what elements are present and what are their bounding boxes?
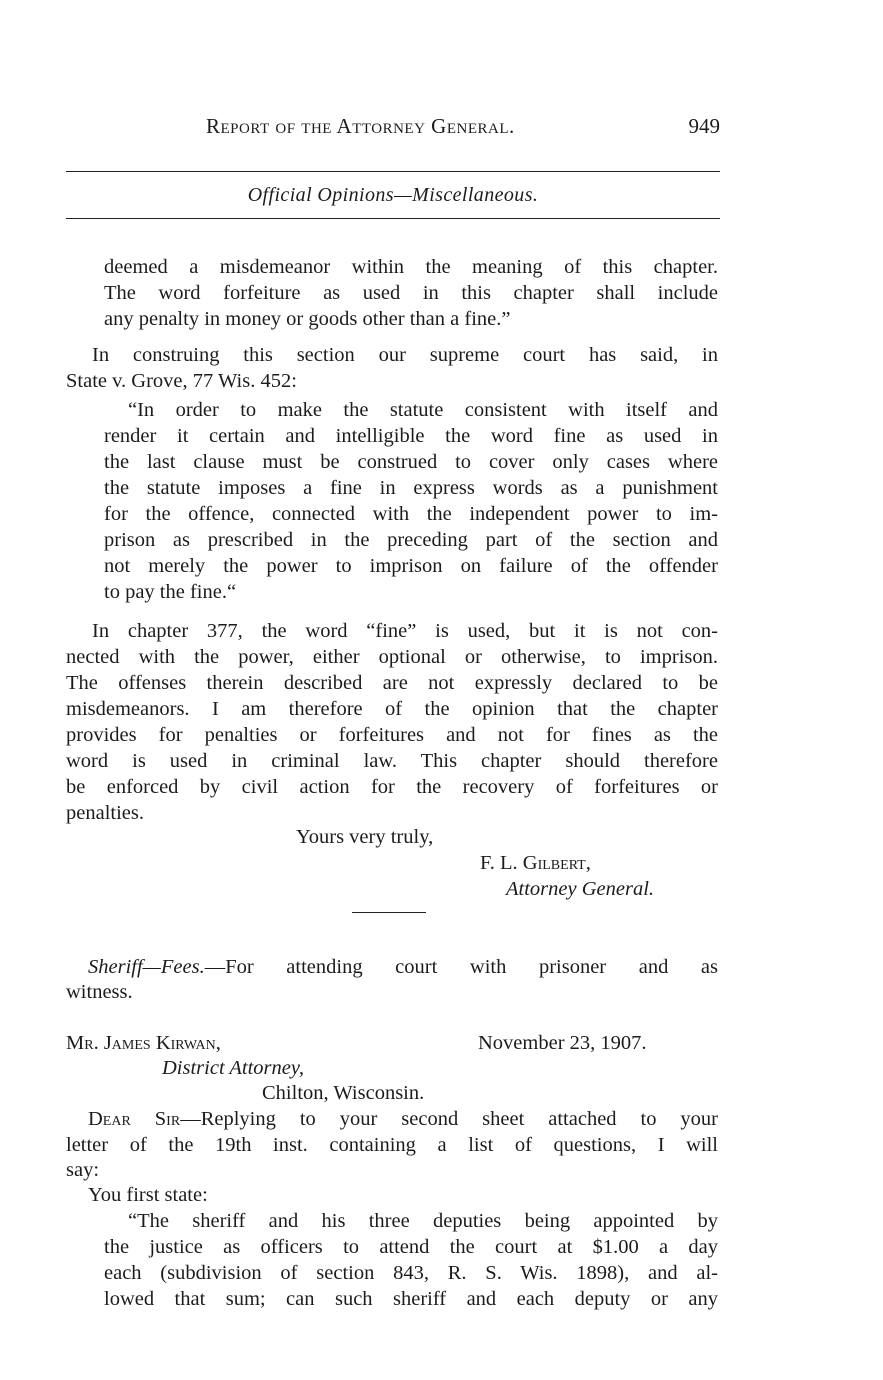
text-line: deemed a misdemeanor within the meaning of this chapter. (104, 256, 718, 278)
signature: F. L. Gilbert, (480, 852, 591, 874)
section-heading: Official Opinions—Miscellaneous. (247, 184, 539, 206)
text-line: penalties. (66, 802, 144, 824)
text-line: render it certain and intelligible the word fine as used in (104, 425, 718, 447)
text-line: the justice as officers to attend the court at $1.00 a day (104, 1236, 718, 1258)
letter-date: November 23, 1907. (478, 1032, 647, 1054)
running-header (66, 114, 720, 144)
header-rule-bottom (66, 218, 720, 219)
signature-title: Attorney General. (506, 878, 655, 900)
text-line: prison as prescribed in the preceding part of the section and (104, 529, 718, 551)
running-title: Report of the Attorney General. (206, 114, 515, 138)
text-line: lowed that sum; can such sheriff and each deputy or any (104, 1288, 718, 1310)
text-line: provides for penalties or forfeitures and not for fines as the (66, 724, 718, 746)
headnote-text: —For attending court with prisoner and as (204, 956, 718, 978)
text-line: The offenses therein described are not expressly declared to be (66, 672, 718, 694)
text-span: —Replying to your second sheet attached to your (180, 1108, 718, 1130)
text-line: not merely the power to imprison on failure of the offender (104, 555, 718, 577)
addressee-place: Chilton, Wisconsin. (262, 1082, 425, 1104)
closing: Yours very truly, (296, 826, 434, 848)
text-line: “In order to make the statute consistent with itself and (128, 399, 718, 421)
text-line: misdemeanors. I am therefore of the opinion that the chapter (66, 698, 718, 720)
section-separator (352, 912, 426, 913)
text-line: any penalty in money or goods other than a fine.” (104, 308, 511, 330)
text-line: witness. (66, 981, 133, 1003)
text-line: letter of the 19th inst. containing a list of questions, I will (66, 1134, 718, 1156)
text-line: State v. Grove, 77 Wis. 452: (66, 370, 297, 392)
addressee-name: Mr. James Kirwan, (66, 1032, 221, 1054)
text-line: In construing this section our supreme court has said, in (92, 344, 718, 366)
salutation: Dear Sir (88, 1108, 181, 1130)
text-line: the statute imposes a fine in express words as a punishment (104, 477, 718, 499)
header-rule-top (66, 171, 720, 172)
headnote-subject: Sheriff—Fees. (88, 956, 205, 978)
text-line: word is used in criminal law. This chapter should therefore (66, 750, 718, 772)
text-line: You first state: (88, 1184, 208, 1206)
text-line: The word forfeiture as used in this chapter shall include (104, 282, 718, 304)
addressee-title: District Attorney, (162, 1057, 304, 1079)
text-line: nected with the power, either optional or otherwise, to imprison. (66, 646, 718, 668)
text-line: In chapter 377, the word “fine” is used, but it is not con- (92, 620, 718, 642)
salutation-line (88, 1106, 718, 1132)
text-line: to pay the fine.“ (104, 581, 237, 603)
text-line: the last clause must be construed to cover only cases where (104, 451, 718, 473)
headnote (88, 954, 718, 980)
text-line: be enforced by civil action for the recovery of forfeitures or (66, 776, 718, 798)
text-line: for the offence, connected with the independent power to im- (104, 503, 718, 525)
text-line: say: (66, 1159, 100, 1181)
text-line: each (subdivision of section 843, R. S. Wis. 1898), and al- (104, 1262, 718, 1284)
text-line: “The sheriff and his three deputies being appointed by (128, 1210, 718, 1232)
page-number: 949 (688, 114, 720, 138)
